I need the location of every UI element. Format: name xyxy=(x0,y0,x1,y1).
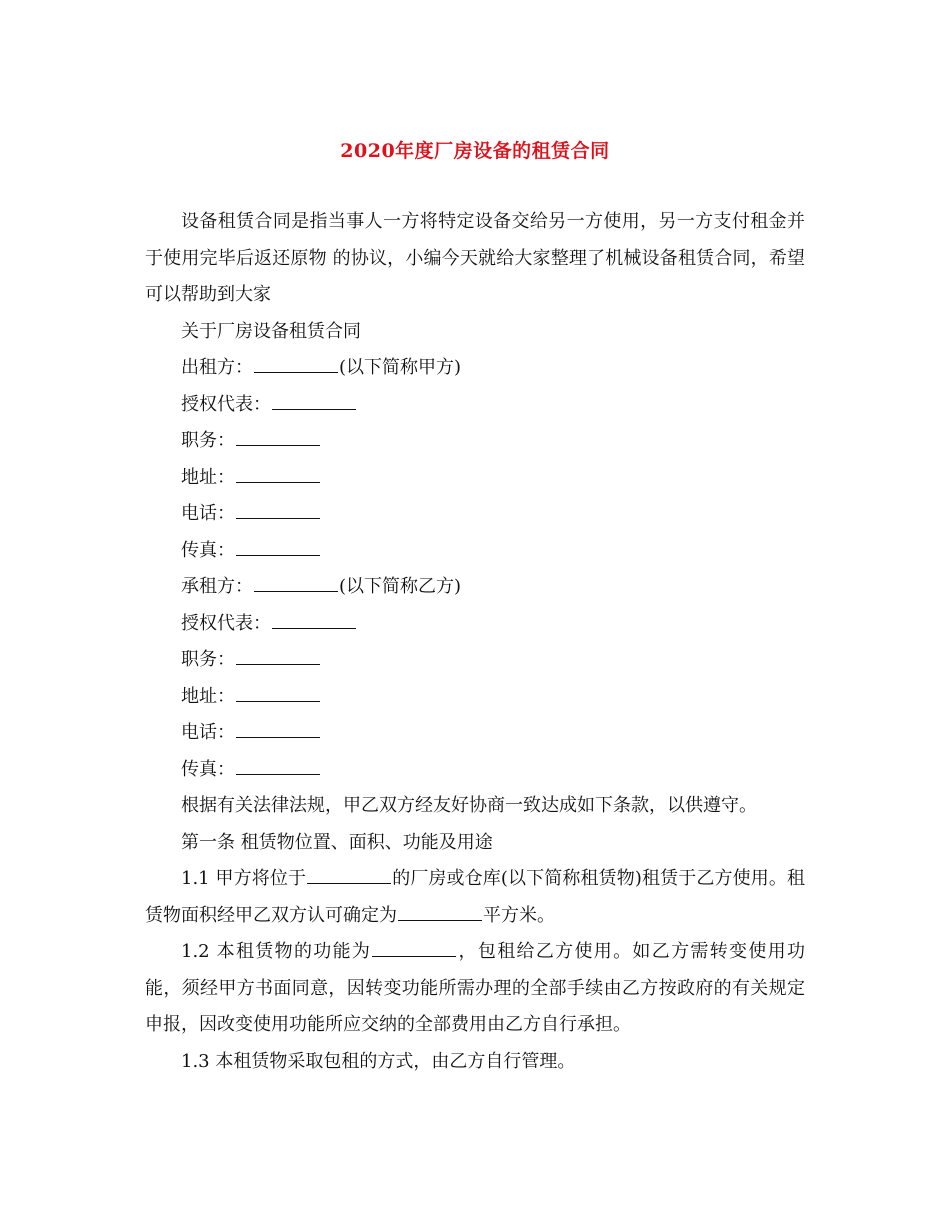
clause-1-1-location-blank xyxy=(307,869,391,884)
clause-1-2 xyxy=(145,934,805,1044)
clause-1-3: 1.3 本租赁物采取包租的方式，由乙方自行管理。 xyxy=(181,1050,576,1072)
lessor-fax-blank xyxy=(236,541,320,556)
lessee-rep-label: 授权代表： xyxy=(181,612,271,634)
lessor-position-label: 职务： xyxy=(181,430,235,451)
clause-1-1-part2: 的厂房或仓库(以下简称租赁物)租赁于乙方使用。租赁物面积经甲乙双方认可确定为 xyxy=(145,868,805,926)
lessor-line xyxy=(145,350,805,387)
lessee-suffix: (以下简称乙方) xyxy=(339,576,462,597)
lessee-label: 承租方： xyxy=(181,576,253,597)
lessee-address-label: 地址： xyxy=(181,685,235,707)
lessor-address-line xyxy=(145,460,805,497)
lessor-phone-label: 电话： xyxy=(181,503,235,524)
lessor-phone-blank xyxy=(236,504,320,519)
lessor-rep-label: 授权代表： xyxy=(181,393,271,415)
clause-1-2-part2: ，包租给乙方使用。如乙方需转变使用功能，须经甲方书面同意，因转变功能所需办理的全部手续由乙方按政府的有关规定申报，因改变使用功能所应交纳的全部费用由乙方自行承担。 xyxy=(145,941,805,1035)
lessor-fax-label: 传真： xyxy=(181,539,235,561)
lessee-position-blank xyxy=(236,650,320,665)
lessor-phone-line xyxy=(145,496,805,533)
clause-1-1-part1: 1.1 甲方将位于 xyxy=(181,868,307,889)
document-title: 2020年度厂房设备的租赁合同 xyxy=(340,140,610,162)
lessor-suffix: (以下简称甲方) xyxy=(339,357,462,378)
lessee-phone-line xyxy=(145,715,805,752)
clause-1-2-part1: 1.2 本租赁物的功能为 xyxy=(181,941,372,962)
article-1-title: 第一条 租赁物位置、面积、功能及用途 xyxy=(181,831,493,853)
agreement-sentence: 根据有关法律法规，甲乙双方经友好协商一致达成如下条款，以供遵守。 xyxy=(181,795,757,816)
clause-1-2-function-blank xyxy=(372,942,456,957)
lessor-blank xyxy=(254,358,338,373)
clause-1-1 xyxy=(145,861,805,934)
lessee-blank xyxy=(254,577,338,592)
lessee-fax-line xyxy=(145,752,805,789)
clause-1-1-part3: 平方米。 xyxy=(483,904,555,926)
lessee-phone-label: 电话： xyxy=(181,722,235,743)
intro-paragraph: 设备租赁合同是指当事人一方将特定设备交给另一方使用，另一方支付租金并于使用完毕后返还原物 的协议，小编今天就给大家整理了机械设备租赁合同，希望可以帮助到大家 xyxy=(145,211,805,305)
lessee-position-line xyxy=(145,642,805,679)
lessor-rep-blank xyxy=(272,395,356,410)
clause-1-1-area-blank xyxy=(398,906,482,921)
lessor-fax-line xyxy=(145,533,805,570)
lessee-phone-blank xyxy=(236,723,320,738)
lessor-position-blank xyxy=(236,431,320,446)
lessee-address-line xyxy=(145,679,805,716)
contract-subtitle: 关于厂房设备租赁合同 xyxy=(181,320,361,342)
lessee-rep-line xyxy=(145,606,805,643)
lessee-rep-blank xyxy=(272,614,356,629)
lessee-position-label: 职务： xyxy=(181,649,235,670)
document-body xyxy=(145,204,805,1080)
lessee-fax-blank xyxy=(236,760,320,775)
lessor-address-blank xyxy=(236,468,320,483)
lessor-position-line xyxy=(145,423,805,460)
lessee-fax-label: 传真： xyxy=(181,758,235,780)
lessor-address-label: 地址： xyxy=(181,466,235,488)
lessor-rep-line xyxy=(145,387,805,424)
lessee-line xyxy=(145,569,805,606)
lessor-label: 出租方： xyxy=(181,357,253,378)
lessee-address-blank xyxy=(236,687,320,702)
